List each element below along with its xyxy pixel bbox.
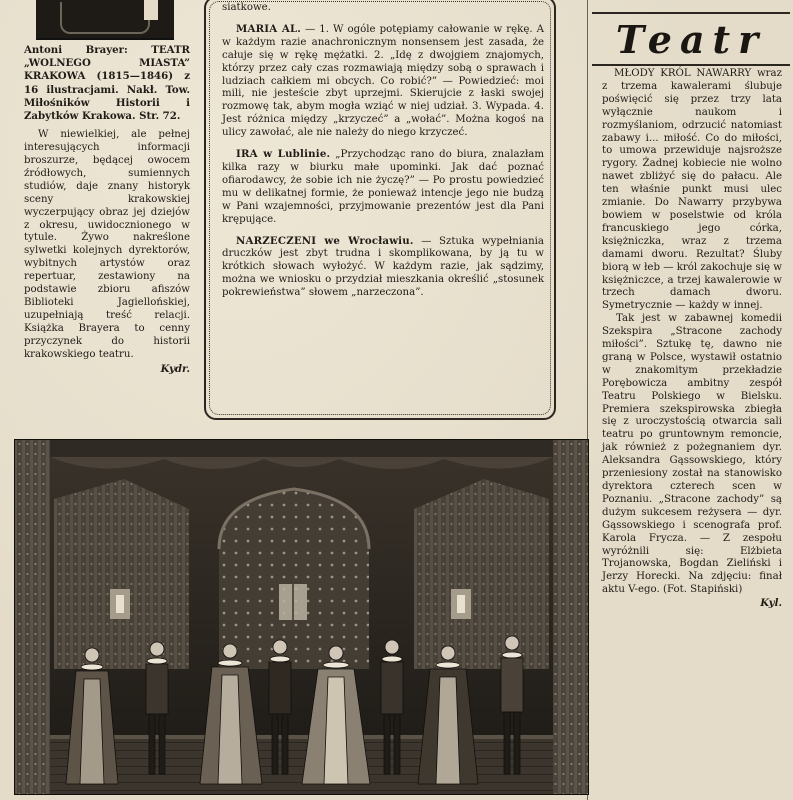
teatr-paragraph: MŁODY KRÓL NAWARRY wraz z trzema kawalerami ślubuje poświęcić się przez trzy lata wyłącznie naukom i rozmyślaniom, odrzucić natomiast zabawy i... miłość. Co do miłości, to umowa przewiduje najsroższe rygory. Żadnej kobiecie nie wolno nawet zbliżyć się do pałacu. Ale ten właśnie punkt musi ulec zmianie. Do Nawarry przybywa bowiem w poselstwie od króla francuskiego jego córka, księżniczka, wraz z trzema damami dworu. Rezultat? Śluby biorą w łeb — król zakochuje się w księżniczce, a trzej kawalerowie w trzech damach dworu. Symetrycznie — każdy w innej.: [602, 68, 782, 312]
teatr-title: Teatr: [615, 16, 767, 62]
letter-addressee: NARZECZENI we Wrocławiu.: [236, 234, 414, 247]
letter-entry: [222, 235, 544, 301]
letter-addressee: MARIA AL.: [236, 22, 302, 35]
letters-column: [222, 2, 544, 300]
book-bibliography: Antoni Brayer: TEATR „WOLNEGO MIASTA” KRAKOWA (1815—1846) z 16 ilustracjami. Nakł. Tow. Miłośników Historii i Zabytków Krakowa. Str. 72.: [24, 44, 190, 123]
letter-answer: — Sztuka wypełniania druczków jest zbyt trudna i skomplikowana, by ją tu w krótkich słowach wyłożyć. W każdym razie, jak sądzimy, można we wniosku o przydział mieszkania określić „stosunek pokrewieństwa” słowem „narzeczona”.: [222, 235, 544, 299]
book-review-column: [24, 44, 190, 375]
letter-entry: [222, 148, 544, 226]
teatr-signature: Kyl.: [760, 597, 782, 610]
letter-answer: „Przychodząc rano do biura, znalazłam kilka razy w biurku małe upominki. Jak dać poznać ofiarodawcy, że sobie ich nie życzę?” — Po prostu powiedzieć mu w delikatnej formie, że ponieważ intencje jego nie budzą w Pani wzajemności, przyjmowanie prezentów jest dla Pani krępujące.: [222, 149, 544, 225]
teatr-column: [602, 68, 782, 610]
letters-lead-text: siatkowe.: [222, 2, 271, 13]
letter-answer: — 1. W ogóle potępiamy całowanie w rękę. A w każdym razie anachronicznym nonsensem jest zasada, że całuje się w rękę mężatki. 2. „Idę z dwojgiem znajomych, którzy przez cały czas rozmawiają między sobą o sprawach i ludziach całkiem mi obcych. Co robić?” — Powiedzieć: moi mili, nie jesteście zbyt uprzejmi. Skierujcie z łaski swojej rozmowę tak, abym mogła wziąć w niej udział. 3. Wypada. 4. Jest różnica między „krzyczeć” a „wołać”. Można kogoś na ulicy zawołać, ale nie należy do niego krzyczeć.: [222, 23, 544, 139]
decorative-vignette-image: [36, 0, 174, 40]
book-review-text: W niewielkiej, ale pełnej interesujących informacji broszurze, będącej owocem źródłowych, sumiennych studiów, daje znany historyk sceny krakowskiej wyczerpujący obraz jej dziejów z okresu, uwidocznionego w tytule. Żywo nakreślone sylwetki kolejnych dyrektorów, wybitnych artystów oraz repertuar, zestawiony na podstawie zbioru afiszów Biblioteki Jagiellońskiej, uzupełniają treść relacji. Książka Brayera to cenny przyczynek do historii krakowskiego teatru.: [24, 129, 190, 360]
stage-photo-illustration: [14, 439, 589, 795]
letter-entry: [222, 23, 544, 140]
stage-photo: [14, 439, 589, 795]
teatr-paragraph: Tak jest w zabawnej komedii Szekspira „Stracone zachody miłości”. Sztukę tę, dawno nie graną w Polsce, wystawił ostatnio w znakomitym przekładzie Porębowicza ambitny zespół Teatru Polskiego w Bielsku. Premiera szekspirowska zbiegła się z uroczystością otwarcia sali teatru po gruntownym remoncie, jak również z pożegnaniem dyr. Aleksandra Gąssowskiego, który przeniesiony został na stanowisko dyrektora czterech scen w Poznaniu. „Stracone zachody” są dużym sukcesem reżysera — dyr. Gąssowskiego i scenografa prof. Karola Frycza. — Z zespołu wyróżnili się: Elżbieta Trojanowska, Bogdan Zieliński i Jerzy Horecki. Na zdjęciu: finał aktu V-ego. (Fot. Stapiński): [602, 313, 782, 596]
teatr-section-heading: [592, 12, 790, 66]
review-signature: Kydr.: [160, 362, 190, 375]
letter-addressee: IRA w Lublinie.: [236, 148, 331, 161]
